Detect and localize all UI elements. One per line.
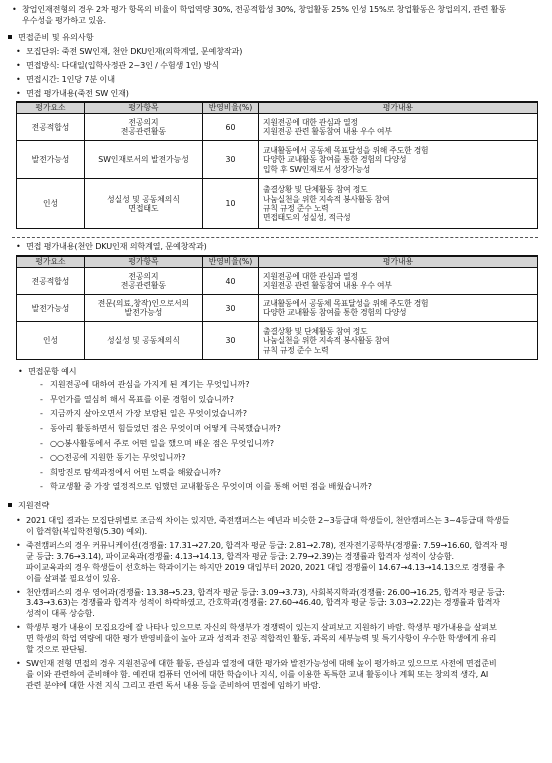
intro-line: 창업인재전형의 경우 2차 평가 항목의 비율이 학업역량 30%, 전공적합성 30%, 창업활동 25% 인성 15%로 창업활동은 창업의지, 관련 활동 <box>22 4 507 14</box>
evaluation-table-dku <box>16 255 538 360</box>
section-heading-interview-prep: 면접준비 및 유의사항 <box>8 32 542 43</box>
bullet-dot-icon: • <box>16 59 21 70</box>
bullet-dot-icon: • <box>18 366 23 377</box>
strategy-paragraph: • SW인재 전형 면접의 경우 지원전공에 대한 활동, 관심과 열정에 대한 평가와 발전가능성에 대해 높이 평가하고 있으므로 사전에 면접준비 를 이와 관련하여 준비해야 함. 예컨대 컴퓨터 언어에 대한 학습이나 지식, 이를 이용한 독특한 교내 활동이나 계획 또는 창의적 생각, AI 관련 분야에 대한 사전 지식 그리고 관련 독서 내용 등을 준비하여 면접에 임하기 바람. <box>16 658 497 690</box>
table-row: 발전가능성 SW인재로서의 발전가능성 30 교내활동에서 공동체 목표달성을 위해 주도한 경험 다양한 교내활동 참여를 통한 경험의 다양성 입학 후 SW인재로서 성장가능성 <box>17 141 538 179</box>
question-item: - 학교생활 중 가장 열정적으로 임했던 교내활동은 무엇이며 이를 통해 어떤 점을 배웠습니까? <box>40 481 372 492</box>
bullet-dot-icon: • <box>16 45 21 56</box>
bullet-dot-icon: • <box>12 4 17 14</box>
evaluation-table-sw <box>16 101 538 229</box>
dotted-divider <box>12 237 538 238</box>
bullet-dot-icon: • <box>16 514 21 525</box>
question-item: - ○○전공에 지원한 동기는 무엇입니까? <box>40 452 186 463</box>
table-row: 인성 성실성 및 공동체의식 30 출결상황 및 단체활동 참여 정도 나눔실천을 위한 지속적 봉사활동 참여 규칙 규정 준수 노력 <box>17 322 538 360</box>
question-item: - 지원전공에 대하여 관심을 가지게 된 계기는 무엇입니까? <box>40 379 250 390</box>
table-header-row: 평가요소 평가항목 반영비율(%) 평가내용 <box>17 257 538 268</box>
section-heading-strategy: 지원전략 <box>8 500 542 511</box>
bullet-dot-icon: • <box>16 658 21 669</box>
square-bullet-icon <box>8 35 12 39</box>
intro-paragraph <box>8 4 542 26</box>
bullet-dot-icon: • <box>16 87 21 98</box>
list-item-questions: • 면접문항 예시 <box>18 366 77 377</box>
list-item: • 면접시간: 1인당 7분 이내 <box>16 73 115 84</box>
strategy-paragraph: • 학생부 평가 내용이 모집요강에 잘 나타나 있으므로 자신의 학생부가 경쟁력이 있는지 살펴보고 지원하기 바람. 학생부 평가내용을 살펴보 면 학생의 학업 역량에 대한 평가 반영비율이 높아 교과 성적과 전공 적합적인 활동, 과목의 세부능력 및 특기사항이 우수한 학생에게 유리 할 것으로 판단됨. <box>16 622 497 655</box>
list-item: • 면접방식: 다대일(입학사정관 2~3인 / 수험생 1인) 방식 <box>16 59 220 70</box>
question-item: - 희망진로 탐색과정에서 어떤 노력을 해왔습니까? <box>40 466 221 477</box>
bullet-dot-icon: • <box>16 586 21 597</box>
table-header-row: 평가요소 평가항목 반영비율(%) 평가내용 <box>17 103 538 114</box>
bullet-dot-icon: • <box>16 539 21 550</box>
table-row: 전공적합성 전공의지 전공관련활동 40 지원전공에 대한 관심과 열정 지원전공 관련 활동참여 내용 우수 여부 <box>17 268 538 295</box>
strategy-paragraph: • 죽전캠퍼스의 경우 커뮤니케이션(경쟁률: 17.31→27.20, 합격자 평균 등급: 2.81→2.78), 전자전기공학부(경쟁률: 7.59→16.60, 합격자 평 균 등급: 3.76→3.14), 파이교육과(경쟁률: 4.13→14.13, 합격자 평균 등급: 2.79→2.39)는 경쟁률과 합격자 성적이 상승함. 파이교육과의 경우 학생들이 선호하는 학과이기는 하지만 2019 대입부터 2020, 2021 대입 경쟁률이 14.67→4.13→14.13으로 경쟁률 추 이를 살펴볼 필요성이 있음. <box>16 539 508 583</box>
question-list <box>8 377 542 494</box>
strategy-paragraph: • 2021 대입 결과는 모집단위별로 조금씩 차이는 있지만, 죽전캠퍼스는 예년과 비슷한 2~3등급대 학생들이, 천안캠퍼스는 3~4등급대 학생들 이 합격함(복입학전형(5.30) 예외). <box>16 514 510 536</box>
strategy-paragraph: • 천안캠퍼스의 경우 영어과(경쟁률: 13.38→5.23, 합격자 평균 등급: 3.09→3.73), 사회복지학과(경쟁률: 26.00→16.25, 합격자 평균 등급: 3.43→3.63)는 경쟁률과 합격자 성적이 하락하였고, 간호학과(경쟁률: 27.60→46.40, 합격자 평균 등급: 3.03→2.22)는 경쟁률과 합격자 성적이 대폭 상승함. <box>16 586 505 619</box>
question-item: - 동아리 활동하면서 힘들었던 점은 무엇이며 어떻게 극복했습니까? <box>40 423 281 434</box>
question-item: - 무언가를 열심히 해서 목표를 이룬 경험이 있습니까? <box>40 393 234 404</box>
bullet-dot-icon: • <box>16 73 21 84</box>
table-row: 전공적합성 전공의지 전공관련활동 60 지원전공에 대한 관심과 열정 지원전공 관련 활동참여 내용 우수 여부 <box>17 114 538 141</box>
list-item: • 면접 평가내용(천안 DKU인재 의학계열, 문예창작과) <box>16 241 207 252</box>
question-item: - ○○봉사활동에서 주로 어떤 일을 했으며 배운 점은 무엇입니까? <box>40 437 275 448</box>
bullet-dot-icon: • <box>16 622 21 633</box>
bullet-dot-icon: • <box>16 241 21 252</box>
square-bullet-icon <box>8 503 12 507</box>
intro-line: 우수성을 평가하고 있음. <box>22 14 106 25</box>
table-row: 발전가능성 전문(의료,창작)인으로서의 발전가능성 30 교내활동에서 공동체 목표달성을 위해 주도한 경험 다양한 교내활동 참여를 통한 경험의 다양성 <box>17 295 538 322</box>
question-item: - 지금까지 살아오면서 가장 보람된 일은 무엇이었습니까? <box>40 408 247 419</box>
list-item: • 모집단위: 죽전 SW인재, 천안 DKU인재(의학계열, 문예창작과) <box>16 45 243 56</box>
table-row: 인성 성실성 및 공동체의식 면접태도 10 출결상황 및 단체활동 참여 정도 나눔실천을 위한 지속적 봉사활동 참여 규칙 규정 준수 노력 면접태도의 성실성, 적극성 <box>17 179 538 229</box>
list-item: • 면접 평가내용(죽전 SW 인재) <box>16 87 129 98</box>
